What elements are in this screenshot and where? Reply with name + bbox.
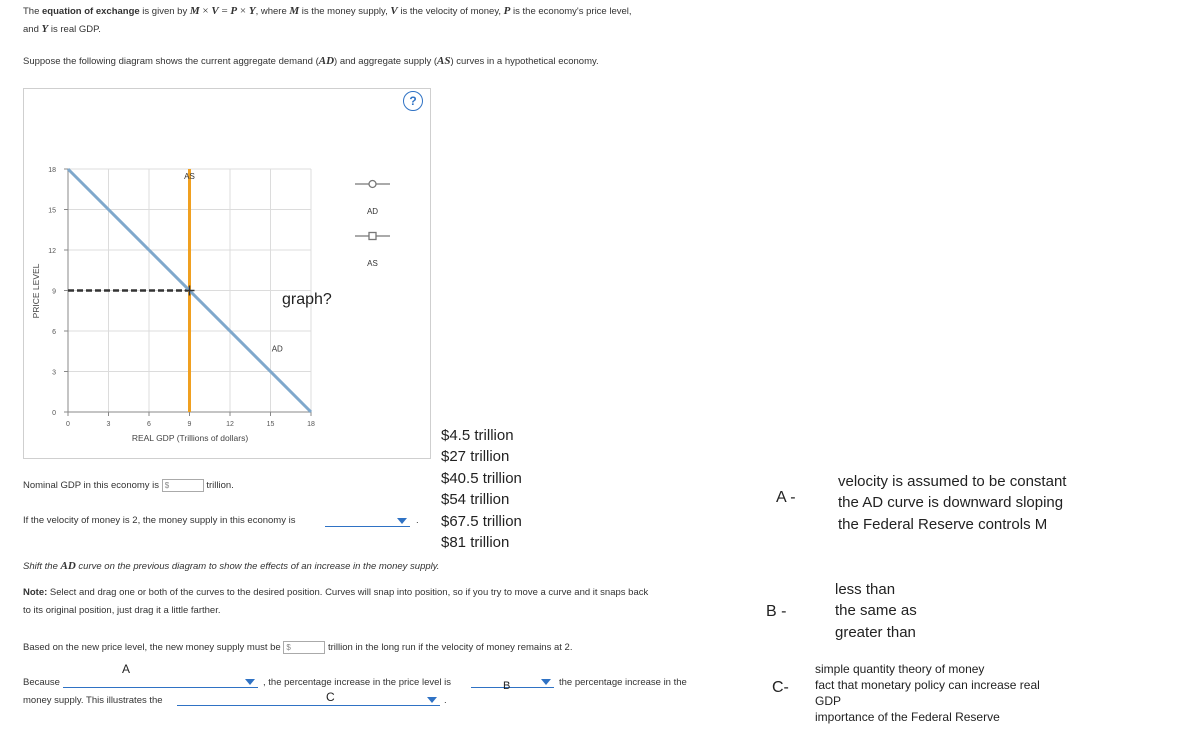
legend-ad-circle-icon xyxy=(369,181,376,188)
as-curve-label: AS xyxy=(184,172,195,181)
note-line-1: Note: Select and drag one or both of the curves to the desired position. Curves will snap into position, so if you try to move a curve and it snaps back xyxy=(23,587,649,598)
option-item: the same as xyxy=(835,602,917,620)
option-item: $54 trillion xyxy=(441,491,510,509)
y-tick-label: 18 xyxy=(48,167,56,174)
help-button[interactable]: ? xyxy=(403,91,423,111)
reason-dropdown[interactable] xyxy=(63,677,258,688)
because-label: Because xyxy=(23,677,60,688)
options-b xyxy=(835,579,917,643)
x-axis-title: REAL GDP (Trillions of dollars) xyxy=(131,433,249,443)
x-tick-label: 12 xyxy=(226,421,234,428)
x-tick-label: 9 xyxy=(187,421,192,428)
y-tick-label: 15 xyxy=(48,207,56,215)
final-period: . xyxy=(444,695,447,706)
label-c: C- xyxy=(772,679,789,696)
option-item: greater than xyxy=(835,623,916,641)
option-item: $4.5 trillion xyxy=(441,427,514,444)
marker-c: C xyxy=(326,690,335,704)
money-supply-illustrates: money supply. This illustrates the xyxy=(23,695,163,706)
chart-legend xyxy=(355,181,390,269)
x-tick-label: 0 xyxy=(66,421,70,428)
y-tick-label: 9 xyxy=(52,288,56,296)
illustration-dropdown[interactable] xyxy=(177,695,440,706)
marker-b: B xyxy=(503,680,511,692)
new-money-supply-input[interactable]: $ xyxy=(283,641,325,654)
legend-ad-label: AD xyxy=(366,207,379,216)
y-tick-label: 12 xyxy=(48,248,56,255)
option-item: velocity is assumed to be constant xyxy=(838,473,1067,490)
marker-a: A xyxy=(122,662,131,676)
y-axis-title: PRICE LEVEL xyxy=(31,263,41,319)
x-tick-label: 3 xyxy=(106,421,111,428)
y-tick-label: 3 xyxy=(52,369,56,377)
chevron-down-icon xyxy=(397,518,407,524)
velocity-question: If the velocity of money is 2, the money supply in this economy is xyxy=(23,515,296,526)
option-item: the AD curve is downward sloping xyxy=(838,494,1064,512)
intro-line-2: and Y is real GDP. xyxy=(23,23,101,35)
chevron-down-icon xyxy=(541,679,551,685)
shift-instruction: Shift the AD curve on the previous diagram to show the effects of an increase in the money supply. xyxy=(23,560,440,572)
option-item: the Federal Reserve controls M xyxy=(838,515,1048,533)
option-item: importance of the Federal Reserve xyxy=(815,710,1000,724)
handwritten-graph-note: graph? xyxy=(282,291,332,308)
option-item: fact that monetary policy can increase real xyxy=(815,678,1040,692)
label-b: B - xyxy=(766,603,787,620)
option-item: $27 trillion xyxy=(441,448,510,466)
option-item: $81 trillion xyxy=(441,534,510,552)
option-item: simple quantity theory of money xyxy=(815,662,985,676)
legend-as-label: AS xyxy=(367,259,378,268)
y-tick-label: 0 xyxy=(52,410,56,417)
options-a xyxy=(838,471,1066,535)
option-item: GDP xyxy=(815,694,842,708)
option-item: $40.5 trillion xyxy=(441,469,522,487)
y-tick-label: 6 xyxy=(52,329,56,336)
price-level-text: , the percentage increase in the price level is xyxy=(263,677,451,688)
suppose-text: Suppose the following diagram shows the current aggregate demand (AD) and aggregate supply (AS) curves in a hypothetical economy. xyxy=(23,55,599,67)
nominal-gdp-input[interactable]: $ xyxy=(162,479,204,492)
option-item: less than xyxy=(835,581,896,598)
comparison-dropdown[interactable] xyxy=(471,677,554,688)
legend-as-square-icon xyxy=(369,233,376,240)
money-supply-options xyxy=(441,425,522,553)
chart-ticks xyxy=(48,167,315,428)
new-money-supply-question: Based on the new price level, the new money supply must be $ trillion in the long run if the velocity of money remains at 2. xyxy=(23,642,573,654)
x-tick-label: 6 xyxy=(147,421,151,428)
label-a: A - xyxy=(776,489,796,506)
chevron-down-icon xyxy=(427,697,437,703)
ad-curve-label: AD xyxy=(271,344,283,354)
velocity-end: . xyxy=(416,515,419,526)
nominal-gdp-question: Nominal GDP in this economy is $ trillion. xyxy=(23,480,234,492)
x-tick-label: 18 xyxy=(307,421,315,428)
note-line-2: to its original position, just drag it a little farther. xyxy=(23,605,221,616)
chevron-down-icon xyxy=(245,679,255,685)
option-item: $67.5 trillion xyxy=(441,512,522,530)
x-tick-label: 15 xyxy=(266,421,275,428)
money-supply-dropdown[interactable] xyxy=(325,516,410,527)
pct-money-text: the percentage increase in the xyxy=(559,677,687,688)
options-c xyxy=(815,661,1040,725)
intro-line-1: The equation of exchange is given by M × V = P × Y, where M is the money supply, V is the velocity of money, P is the economy's price level, xyxy=(23,5,632,17)
